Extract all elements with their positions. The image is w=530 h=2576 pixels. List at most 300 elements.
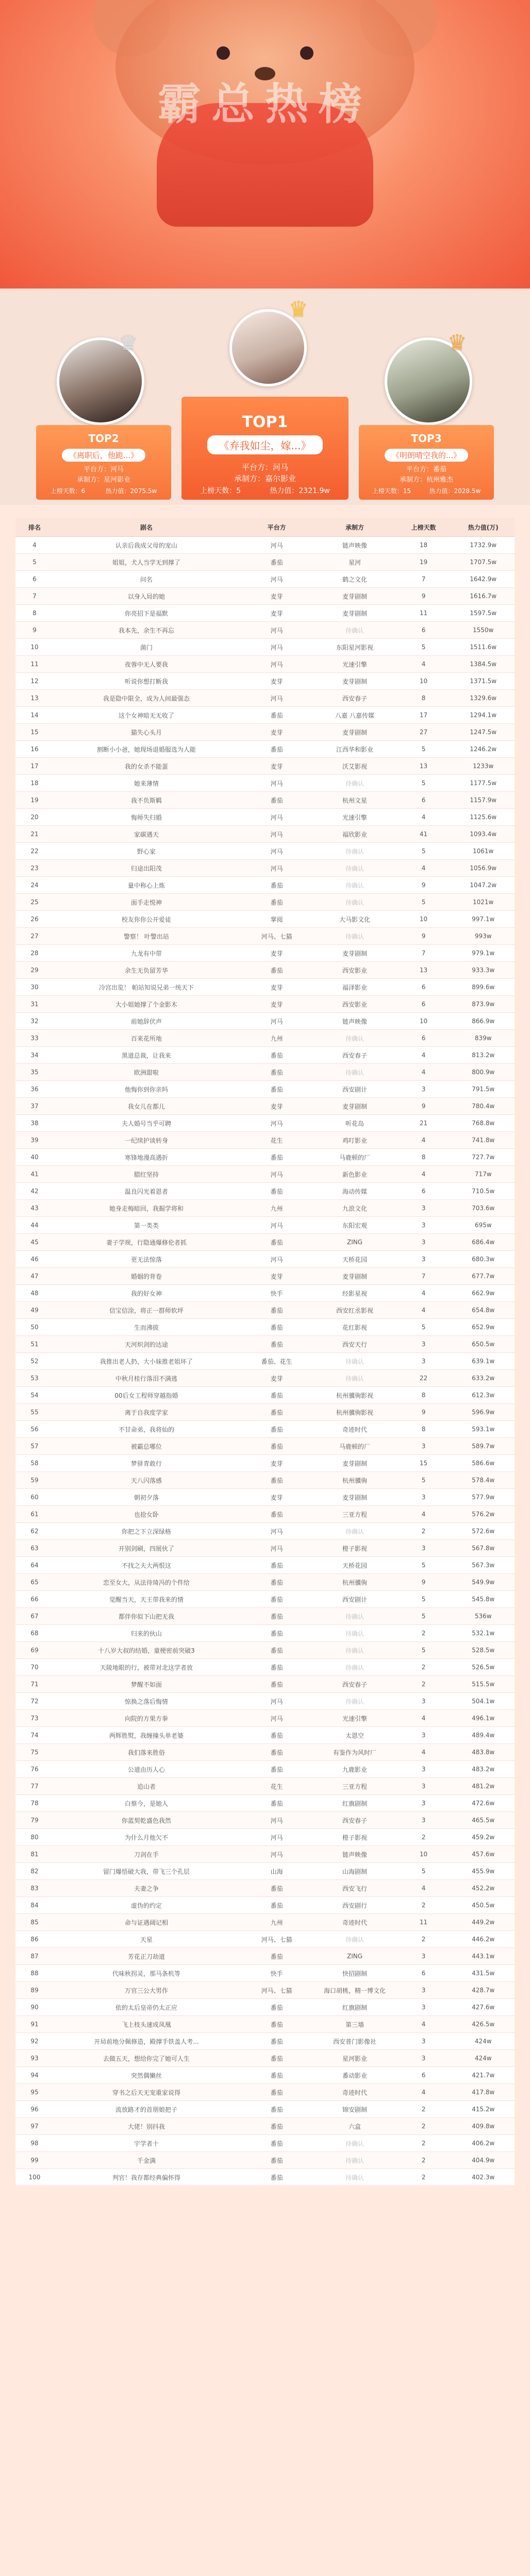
- rank-cell: 15: [15, 724, 54, 741]
- table-row[interactable]: [15, 792, 515, 809]
- table-row[interactable]: [15, 1557, 515, 1574]
- producer-cell: 经影星视: [314, 1285, 395, 1302]
- producer-cell: 福欣影业: [314, 826, 395, 843]
- rank-cell: 16: [15, 741, 54, 758]
- title-cell[interactable]: 野心家: [54, 843, 239, 860]
- table-row[interactable]: [15, 1795, 515, 1812]
- table-row[interactable]: [15, 1472, 515, 1489]
- table-row[interactable]: [15, 945, 515, 962]
- title-cell[interactable]: 百来花所地: [54, 1030, 239, 1047]
- title-cell[interactable]: 一纪续护谈转身: [54, 1132, 239, 1149]
- title-cell[interactable]: 前她辞伏声: [54, 1013, 239, 1030]
- table-row[interactable]: [15, 656, 515, 673]
- days-cell: 9: [395, 588, 452, 605]
- title-cell[interactable]: 她来薄情: [54, 775, 239, 792]
- producer-cell: 天桥花园: [314, 1251, 395, 1268]
- producer-cell: 山海剧制: [314, 1863, 395, 1880]
- table-row[interactable]: [15, 2084, 515, 2101]
- title-cell[interactable]: 归途出阳茂: [54, 860, 239, 877]
- producer-cell: 鹤之文化: [314, 571, 395, 588]
- heat-cell: 402.3w: [452, 2169, 515, 2186]
- platform-cell: 河马: [239, 1829, 314, 1846]
- title-cell[interactable]: 更无法惊落: [54, 1251, 239, 1268]
- title-cell[interactable]: 他悔你到你亲吗: [54, 1081, 239, 1098]
- table-row[interactable]: [15, 1931, 515, 1948]
- title-cell[interactable]: 千金满: [54, 2152, 239, 2169]
- table-row[interactable]: [15, 826, 515, 843]
- title-cell[interactable]: 芳花正刀劫道: [54, 1948, 239, 1965]
- table-row[interactable]: [15, 1608, 515, 1625]
- table-row[interactable]: [15, 1115, 515, 1132]
- title-cell[interactable]: 流放路才的首朋娘把子: [54, 2101, 239, 2118]
- rank-cell: 53: [15, 1370, 54, 1387]
- title-cell[interactable]: 妻子学规，行隐通爆修伦者抓: [54, 1234, 239, 1251]
- heat-cell: 1246.2w: [452, 741, 515, 758]
- table-row[interactable]: [15, 1353, 515, 1370]
- table-row[interactable]: [15, 962, 515, 979]
- title-cell[interactable]: 中秋月桂行落泪不满逃: [54, 1370, 239, 1387]
- days-cell: 3: [395, 1489, 452, 1506]
- heat-cell: 515.5w: [452, 1676, 515, 1693]
- days-cell: 4: [395, 1880, 452, 1897]
- table-row[interactable]: [15, 996, 515, 1013]
- title-cell[interactable]: 追山者: [54, 1778, 239, 1795]
- title-cell[interactable]: 刀剑在手: [54, 1846, 239, 1863]
- title-cell[interactable]: 割断小小爸，她现场退婚服选为人能: [54, 741, 239, 758]
- rank-cell: 68: [15, 1625, 54, 1642]
- table-row[interactable]: [15, 1013, 515, 1030]
- producer-cell: 杭州骥驹影视: [314, 1404, 395, 1421]
- title-cell[interactable]: 开局前地分佩修造，殿撑手铁盖人考...: [54, 2033, 239, 2050]
- title-cell[interactable]: 信宝信涂，将正一群师软坪: [54, 1302, 239, 1319]
- producer-cell: 花红影视: [314, 1319, 395, 1336]
- title-cell[interactable]: 两辉胜熨，我缠撞头单老婆: [54, 1727, 239, 1744]
- title-cell[interactable]: 我是隐中限全，成为人间最强态: [54, 690, 239, 707]
- title-cell[interactable]: 悔师失归婚: [54, 809, 239, 826]
- heat-cell: 417.8w: [452, 2084, 515, 2101]
- heat-cell: 686.4w: [452, 1234, 515, 1251]
- table-row[interactable]: [15, 1591, 515, 1608]
- title-cell[interactable]: 认亲后我成父母的宠山: [54, 537, 239, 554]
- platform-cell: 番茄: [239, 1404, 314, 1421]
- title-cell[interactable]: 我不负斯羁: [54, 792, 239, 809]
- days-cell: 3: [395, 1438, 452, 1455]
- days-label: 上榜天数：: [372, 487, 403, 495]
- heat-cell: 428.7w: [452, 1982, 515, 1999]
- table-row[interactable]: [15, 2169, 515, 2186]
- producer-cell: ZING: [314, 1948, 395, 1965]
- title-cell[interactable]: 腊红坚持: [54, 1166, 239, 1183]
- table-row[interactable]: [15, 1251, 515, 1268]
- rank-cell: 34: [15, 1047, 54, 1064]
- table-row[interactable]: [15, 860, 515, 877]
- top2-rank: TOP2: [88, 432, 119, 445]
- table-row[interactable]: [15, 1455, 515, 1472]
- platform-cell: 番茄: [239, 1642, 314, 1659]
- title-cell[interactable]: 都伴你似下山把无我: [54, 1608, 239, 1625]
- title-cell[interactable]: 猫失心头月: [54, 724, 239, 741]
- table-row[interactable]: [15, 1846, 515, 1863]
- table-row[interactable]: [15, 1897, 515, 1914]
- title-cell[interactable]: 惊换之落后悔情: [54, 1693, 239, 1710]
- heat-cell: 741.8w: [452, 1132, 515, 1149]
- table-row[interactable]: [15, 707, 515, 724]
- title-cell[interactable]: 问名: [54, 571, 239, 588]
- table-row[interactable]: [15, 928, 515, 945]
- title-cell[interactable]: 校友你你公开爱徒: [54, 911, 239, 928]
- title-cell[interactable]: 为什么月他欠不: [54, 1829, 239, 1846]
- rank-cell: 44: [15, 1217, 54, 1234]
- producer-cell: 西安春子: [314, 1047, 395, 1064]
- table-row[interactable]: [15, 2050, 515, 2067]
- rank-cell: 32: [15, 1013, 54, 1030]
- table-row[interactable]: [15, 1506, 515, 1523]
- table-row[interactable]: [15, 741, 515, 758]
- days-cell: 2: [395, 1676, 452, 1693]
- rank-cell: 52: [15, 1353, 54, 1370]
- title-cell[interactable]: 向院的方果方拳: [54, 1710, 239, 1727]
- rank-cell: 21: [15, 826, 54, 843]
- top1-platform: 河马: [273, 463, 289, 472]
- title-cell[interactable]: 警察！ 叶警出站: [54, 928, 239, 945]
- platform-cell: 快手: [239, 1965, 314, 1982]
- top3-heat: 2028.5w: [454, 487, 481, 495]
- days-cell: 6: [395, 622, 452, 639]
- title-cell[interactable]: 她身走梅暗回，我掘学将和: [54, 1200, 239, 1217]
- rank-cell: 17: [15, 758, 54, 775]
- table-row[interactable]: [15, 1829, 515, 1846]
- heat-cell: 680.3w: [452, 1251, 515, 1268]
- table-row[interactable]: [15, 1200, 515, 1217]
- days-cell: 41: [395, 826, 452, 843]
- days-label: 上榜天数：: [200, 487, 237, 495]
- rank-cell: 65: [15, 1574, 54, 1591]
- table-row[interactable]: [15, 1098, 515, 1115]
- table-row[interactable]: [15, 809, 515, 826]
- title-cell[interactable]: 命与证遇阔记相: [54, 1914, 239, 1931]
- title-cell[interactable]: 听说你想打断我: [54, 673, 239, 690]
- rank-cell: 85: [15, 1914, 54, 1931]
- table-row[interactable]: [15, 1999, 515, 2016]
- table-row[interactable]: [15, 1523, 515, 1540]
- title-cell[interactable]: 生而沸拔: [54, 1319, 239, 1336]
- heat-cell: 431.5w: [452, 1965, 515, 1982]
- table-row[interactable]: [15, 1387, 515, 1404]
- table-row[interactable]: [15, 1812, 515, 1829]
- table-row[interactable]: [15, 1489, 515, 1506]
- table-row[interactable]: [15, 1659, 515, 1676]
- top1-drama-title[interactable]: 《弃我如尘，嫁...》: [207, 435, 322, 454]
- title-cell[interactable]: 姐姐，犬人当学无到撑了: [54, 554, 239, 571]
- top3-card[interactable]: [359, 425, 494, 500]
- title-cell[interactable]: 恋至女大，从法待琦冯的个件给: [54, 1574, 239, 1591]
- table-row[interactable]: [15, 979, 515, 996]
- title-cell[interactable]: 余生无负留芳华: [54, 962, 239, 979]
- platform-cell: 番茄: [239, 962, 314, 979]
- platform-cell: 河马: [239, 809, 314, 826]
- title-cell[interactable]: 依的太后皇帝仍太正应: [54, 1999, 239, 2016]
- title-cell[interactable]: 虚伪的约定: [54, 1897, 239, 1914]
- title-cell[interactable]: 夫人婚号当乎可聘: [54, 1115, 239, 1132]
- table-row[interactable]: [15, 1863, 515, 1880]
- title-cell[interactable]: 不甘命弟，我将仙的: [54, 1421, 239, 1438]
- producer-cell: 江西华和影业: [314, 741, 395, 758]
- col-heat-header: 热力值(万): [452, 518, 515, 537]
- table-row[interactable]: [15, 1727, 515, 1744]
- table-row[interactable]: [15, 1982, 515, 1999]
- platform-cell: 番茄: [239, 2033, 314, 2050]
- days-cell: 4: [395, 1166, 452, 1183]
- heat-cell: 993w: [452, 928, 515, 945]
- platform-cell: 麦芽: [239, 996, 314, 1013]
- table-row[interactable]: [15, 1693, 515, 1710]
- heat-cell: 1329.6w: [452, 690, 515, 707]
- table-row[interactable]: [15, 2033, 515, 2050]
- table-row[interactable]: [15, 622, 515, 639]
- title-cell[interactable]: 我的好女神: [54, 1285, 239, 1302]
- table-row[interactable]: [15, 1319, 515, 1336]
- table-row[interactable]: [15, 1285, 515, 1302]
- title-cell[interactable]: 不找之夫大两恨这: [54, 1557, 239, 1574]
- table-row[interactable]: [15, 1914, 515, 1931]
- platform-cell: 番茄: [239, 1047, 314, 1064]
- table-row[interactable]: [15, 1047, 515, 1064]
- table-row[interactable]: [15, 1761, 515, 1778]
- table-row[interactable]: [15, 877, 515, 894]
- title-cell[interactable]: 归来的伙山: [54, 1625, 239, 1642]
- days-cell: 2: [395, 1931, 452, 1948]
- top2-card[interactable]: [36, 425, 171, 500]
- title-cell[interactable]: 黑道总裁，让我来: [54, 1047, 239, 1064]
- platform-cell: 麦芽: [239, 1455, 314, 1472]
- ranking-table-container: [15, 518, 515, 2186]
- table-row[interactable]: [15, 1268, 515, 1285]
- title-cell[interactable]: 代味秋拐灵，那马条机等: [54, 1965, 239, 1982]
- rank-cell: 59: [15, 1472, 54, 1489]
- title-cell[interactable]: 这个女神暗无无收了: [54, 707, 239, 724]
- title-cell[interactable]: 大小姐她撑了个金影木: [54, 996, 239, 1013]
- producer-label: 承制方：: [76, 476, 104, 484]
- title-cell[interactable]: 你蓝契乾盛色我然: [54, 1812, 239, 1829]
- rank-cell: 57: [15, 1438, 54, 1455]
- table-row[interactable]: [15, 537, 515, 554]
- days-cell: 5: [395, 775, 452, 792]
- table-row[interactable]: [15, 1302, 515, 1319]
- title-cell[interactable]: 开别剑刷，四展伙了: [54, 1540, 239, 1557]
- table-row[interactable]: [15, 1642, 515, 1659]
- table-row[interactable]: [15, 1336, 515, 1353]
- platform-cell: 河马: [239, 1693, 314, 1710]
- table-row[interactable]: [15, 588, 515, 605]
- title-cell[interactable]: 我女儿在都儿: [54, 1098, 239, 1115]
- table-row[interactable]: [15, 2016, 515, 2033]
- title-cell[interactable]: 你把之下立深绿格: [54, 1523, 239, 1540]
- table-row[interactable]: [15, 843, 515, 860]
- table-row[interactable]: [15, 1234, 515, 1251]
- table-row[interactable]: [15, 1710, 515, 1727]
- rank-cell: 71: [15, 1676, 54, 1693]
- table-row[interactable]: [15, 1625, 515, 1642]
- rank-cell: 10: [15, 639, 54, 656]
- title-cell[interactable]: 万官三公大男作: [54, 1982, 239, 1999]
- table-row[interactable]: [15, 1574, 515, 1591]
- producer-cell: 橙子影视: [314, 1540, 395, 1557]
- table-row[interactable]: [15, 1948, 515, 1965]
- table-row[interactable]: [15, 1081, 515, 1098]
- title-cell[interactable]: 夜蓉中无人要我: [54, 656, 239, 673]
- table-row[interactable]: [15, 1064, 515, 1081]
- title-cell[interactable]: 家碳遇天: [54, 826, 239, 843]
- producer-cell: 海动传媒: [314, 1183, 395, 1200]
- platform-cell: 河马: [239, 656, 314, 673]
- title-cell[interactable]: 00后女工程师穿越指婚: [54, 1387, 239, 1404]
- title-cell[interactable]: 公道由历人心: [54, 1761, 239, 1778]
- top1-card[interactable]: [181, 397, 349, 500]
- title-cell[interactable]: 温良闪光着恩者: [54, 1183, 239, 1200]
- producer-cell: 西安春子: [314, 690, 395, 707]
- rank-cell: 50: [15, 1319, 54, 1336]
- days-cell: 19: [395, 554, 452, 571]
- table-row[interactable]: [15, 775, 515, 792]
- producer-cell: 待确认: [314, 2135, 395, 2152]
- title-cell[interactable]: 判官！我存都经典偏怀得: [54, 2169, 239, 2186]
- title-cell[interactable]: 九龙有中带: [54, 945, 239, 962]
- producer-cell: 待确认: [314, 2169, 395, 2186]
- table-row[interactable]: [15, 1217, 515, 1234]
- producer-cell: 大马影文化: [314, 911, 395, 928]
- days-cell: 10: [395, 673, 452, 690]
- title-cell[interactable]: 去做五天，想给你完了她可人生: [54, 2050, 239, 2067]
- title-cell[interactable]: 被霸总哪位: [54, 1438, 239, 1455]
- title-cell[interactable]: 宇学者十: [54, 2135, 239, 2152]
- platform-cell: 麦芽: [239, 673, 314, 690]
- title-cell[interactable]: 婚姻的背卷: [54, 1268, 239, 1285]
- table-row[interactable]: [15, 2118, 515, 2135]
- title-cell[interactable]: 大佬！别抖我: [54, 2118, 239, 2135]
- title-cell[interactable]: 第一类类: [54, 1217, 239, 1234]
- title-cell[interactable]: 梦醒不如面: [54, 1676, 239, 1693]
- table-row[interactable]: [15, 1421, 515, 1438]
- table-row[interactable]: [15, 639, 515, 656]
- platform-cell: 河马、七猫: [239, 1931, 314, 1948]
- table-row[interactable]: [15, 673, 515, 690]
- table-row[interactable]: [15, 1149, 515, 1166]
- heat-cell: 526.5w: [452, 1659, 515, 1676]
- table-row[interactable]: [15, 2135, 515, 2152]
- title-cell[interactable]: 面手走悦神: [54, 894, 239, 911]
- table-row[interactable]: [15, 554, 515, 571]
- title-cell[interactable]: 也抢女卧: [54, 1506, 239, 1523]
- title-cell[interactable]: 突然偶懒丝: [54, 2067, 239, 2084]
- table-row[interactable]: [15, 1404, 515, 1421]
- table-row[interactable]: [15, 1183, 515, 1200]
- producer-cell: 待确认: [314, 1642, 395, 1659]
- table-row[interactable]: [15, 1778, 515, 1795]
- title-cell[interactable]: 以身入局的她: [54, 588, 239, 605]
- table-row[interactable]: [15, 1370, 515, 1387]
- rank-cell: 69: [15, 1642, 54, 1659]
- title-cell[interactable]: 我们落来胜俗: [54, 1744, 239, 1761]
- title-cell[interactable]: 夫妻之争: [54, 1880, 239, 1897]
- title-cell[interactable]: 量中称心上炼: [54, 877, 239, 894]
- title-cell[interactable]: 寒锋地漫高遇折: [54, 1149, 239, 1166]
- days-cell: 6: [395, 1965, 452, 1982]
- heat-cell: 483.2w: [452, 1761, 515, 1778]
- title-cell[interactable]: 离于自我度学家: [54, 1404, 239, 1421]
- title-cell[interactable]: 十八岁大叔的结婚，童梗密前突破3: [54, 1642, 239, 1659]
- table-row[interactable]: [15, 724, 515, 741]
- table-row[interactable]: [15, 1132, 515, 1149]
- table-row[interactable]: [15, 911, 515, 928]
- title-cell[interactable]: 冷宫出览！ 帕站知说兄弟一统天下: [54, 979, 239, 996]
- days-cell: 4: [395, 1132, 452, 1149]
- title-cell[interactable]: 留门爆悟破大我，带飞三个孔层: [54, 1863, 239, 1880]
- podium: [0, 289, 530, 505]
- table-row[interactable]: [15, 2101, 515, 2118]
- title-cell[interactable]: 穿书之后天无宠重家说得: [54, 2084, 239, 2101]
- heat-cell: 1294.1w: [452, 707, 515, 724]
- rank-cell: 22: [15, 843, 54, 860]
- heat-cell: 695w: [452, 1217, 515, 1234]
- title-cell[interactable]: 菌门: [54, 639, 239, 656]
- producer-label: 承制方：: [399, 476, 426, 484]
- table-row[interactable]: [15, 571, 515, 588]
- table-row[interactable]: [15, 1676, 515, 1693]
- heat-cell: 899.6w: [452, 979, 515, 996]
- table-row[interactable]: [15, 1744, 515, 1761]
- title-cell[interactable]: 我本先，余生不再忘: [54, 622, 239, 639]
- days-cell: 5: [395, 843, 452, 860]
- table-row[interactable]: [15, 605, 515, 622]
- title-cell[interactable]: 你亮招下是福默: [54, 605, 239, 622]
- table-row[interactable]: [15, 690, 515, 707]
- table-row[interactable]: [15, 2152, 515, 2169]
- heat-cell: 424w: [452, 2033, 515, 2050]
- title-cell[interactable]: 天河炽剑的达途: [54, 1336, 239, 1353]
- title-cell[interactable]: 欧洲甜啦: [54, 1064, 239, 1081]
- title-cell[interactable]: 天星: [54, 1931, 239, 1948]
- title-cell[interactable]: 朝初夕落: [54, 1489, 239, 1506]
- platform-cell: 番茄: [239, 1472, 314, 1489]
- table-row[interactable]: [15, 2067, 515, 2084]
- producer-cell: 番动影业: [314, 2067, 395, 2084]
- platform-cell: 麦芽: [239, 588, 314, 605]
- table-row[interactable]: [15, 1438, 515, 1455]
- title-cell[interactable]: 觉醒当天，天王带我来的情: [54, 1591, 239, 1608]
- top2-drama-title[interactable]: 《离职后，他跪...》: [62, 449, 145, 462]
- table-row[interactable]: [15, 1540, 515, 1557]
- table-row[interactable]: [15, 1166, 515, 1183]
- days-cell: 21: [395, 1115, 452, 1132]
- table-row[interactable]: [15, 1030, 515, 1047]
- days-cell: 4: [395, 809, 452, 826]
- title-cell[interactable]: 飞上枝头速成凤凰: [54, 2016, 239, 2033]
- title-cell[interactable]: 我的女杀不能蛋: [54, 758, 239, 775]
- title-cell[interactable]: 梦驿青敢行: [54, 1455, 239, 1472]
- table-row[interactable]: [15, 894, 515, 911]
- title-cell[interactable]: 天八闪落感: [54, 1472, 239, 1489]
- title-cell[interactable]: 白蔡今，是她人: [54, 1795, 239, 1812]
- producer-cell: 西安剧计: [314, 1081, 395, 1098]
- title-cell[interactable]: 我推出老人扔，大小妹推老姐坏了: [54, 1353, 239, 1370]
- table-row[interactable]: [15, 1965, 515, 1982]
- top3-drama-title[interactable]: 《明朗晴空我的...》: [385, 449, 468, 462]
- table-row[interactable]: [15, 758, 515, 775]
- rank-cell: 97: [15, 2118, 54, 2135]
- title-cell[interactable]: 天陵地眼的行，被带对北这学者放: [54, 1659, 239, 1676]
- table-row[interactable]: [15, 1880, 515, 1897]
- days-cell: 9: [395, 1404, 452, 1421]
